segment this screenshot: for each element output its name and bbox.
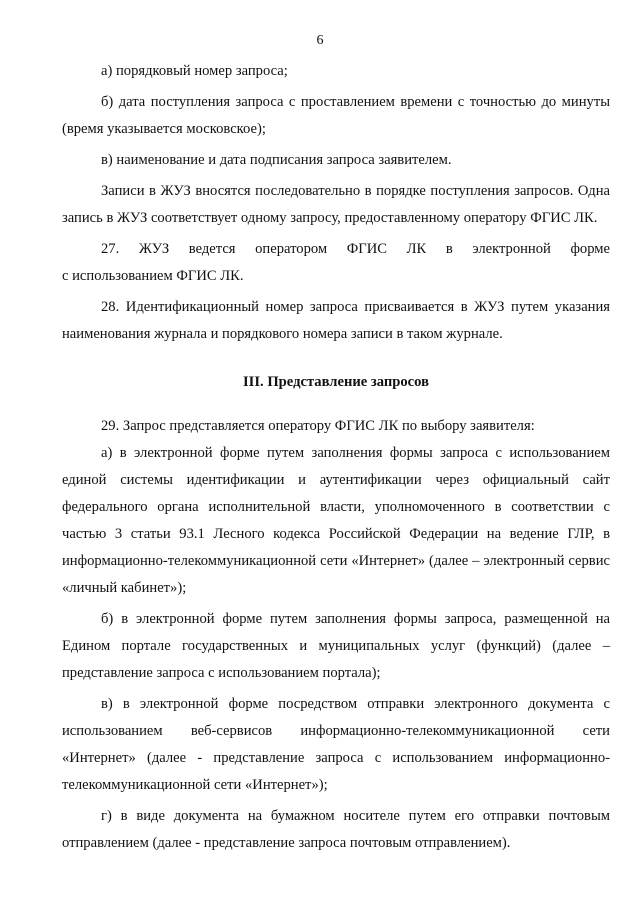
section-heading: III. Представление запросов	[243, 374, 429, 390]
paragraph-29-item-g: г) в виде документа на бумажном носителе путем его отправки почтовым отправлением (далее - представление запроса почтовым отправлением).	[62, 808, 610, 851]
page-number: 6	[316, 33, 324, 48]
records-paragraph: Записи в ЖУЗ вносятся последовательно в порядке поступления запросов. Одна запись в ЖУЗ соответствует одному запросу, предоставленному оператору ФГИС ЛК.	[62, 183, 610, 226]
paragraph-29-intro: 29. Запрос представляется оператору ФГИС ЛК по выбору заявителя:	[101, 418, 535, 434]
paragraph-29-item-b: б) в электронной форме путем заполнения формы запроса, размещенной на Едином портале государственных и муниципальных услуг (функций) (далее – представление запроса с использованием портала);	[62, 611, 610, 681]
paragraph-28: 28. Идентификационный номер запроса присваивается в ЖУЗ путем указания наименования журнала и порядкового номера записи в таком журнале.	[62, 299, 610, 342]
paragraph-27-line2: с использованием ФГИС ЛК.	[62, 268, 244, 284]
item-v-name-and-signing-date: в) наименование и дата подписания запроса заявителем.	[101, 152, 452, 168]
item-b-receipt-date: б) дата поступления запроса с проставлением времени с точностью до минуты (время указывается московское);	[62, 94, 610, 137]
paragraph-27-line1: 27. ЖУЗ ведется оператором ФГИС ЛК в электронной форме	[101, 241, 610, 257]
document-body	[62, 58, 610, 857]
paragraph-29-item-a: а) в электронной форме путем заполнения формы запроса с использованием единой системы идентификации и аутентификации через официальный сайт федерального органа исполнительной власти, уполномоченного в соответствии с частью 3 статьи 93.1 Лесного кодекса Российской Федерации на ведение ГЛР, в информационно-телекоммуникационной сети «Интернет» (далее – электронный сервис «личный кабинет»);	[62, 445, 610, 596]
paragraph-29-item-v: в) в электронной форме посредством отправки электронного документа с использованием веб-сервисов информационно-телекоммуникационной сети «Интернет» (далее - представление запроса с использованием информационно-телекоммуникационной сети «Интернет»);	[62, 696, 610, 793]
item-a-sequence-number: а) порядковый номер запроса;	[101, 63, 288, 79]
